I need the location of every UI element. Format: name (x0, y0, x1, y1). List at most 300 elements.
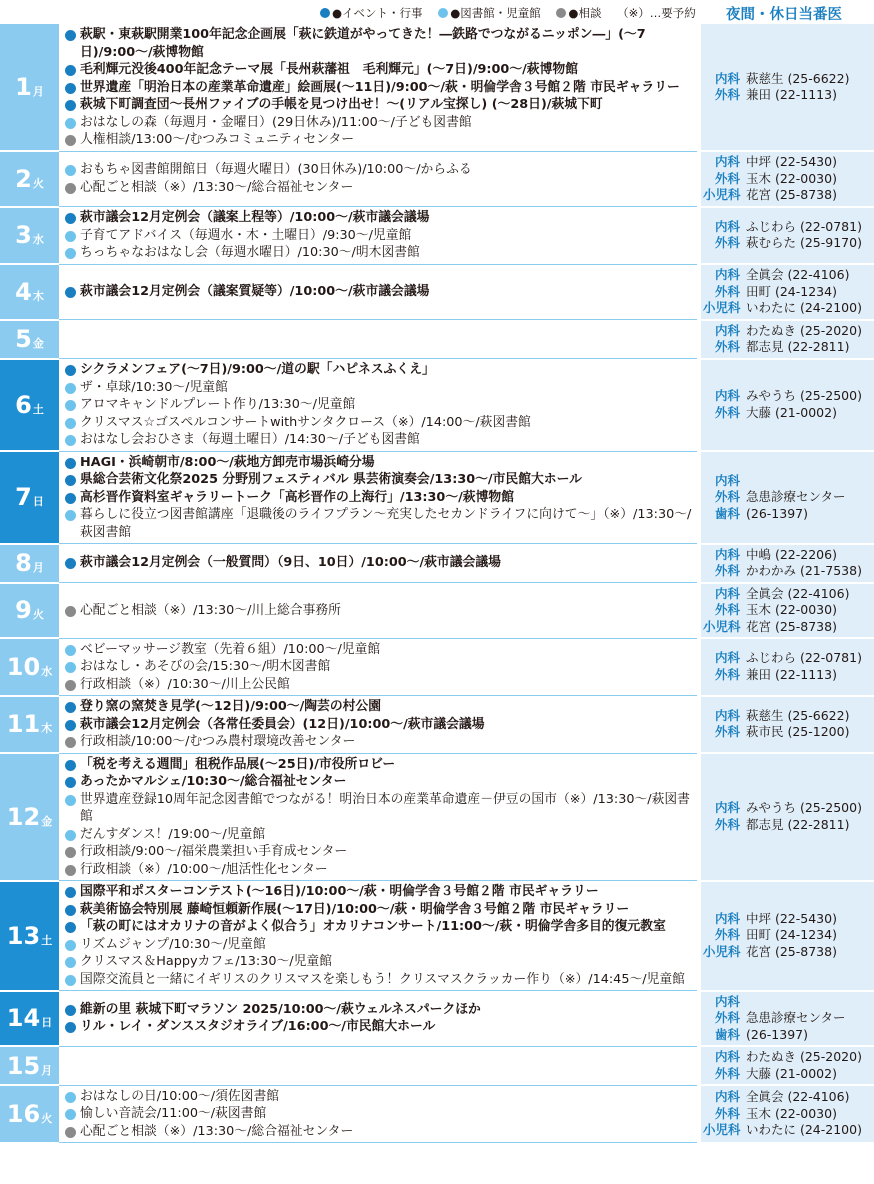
day-row (0, 881, 874, 991)
doctor-dept: 外科 (714, 170, 740, 186)
event-dot-icon (65, 458, 76, 469)
day-events (59, 359, 697, 452)
library-dot-icon (65, 435, 76, 446)
doctor-clinic: いわたに (24-2100) (746, 300, 862, 315)
doctor-dept: 内科 (714, 650, 740, 666)
day-doctors (701, 24, 874, 151)
event-dot-icon (65, 922, 76, 933)
event-text: 世界遺産登録10周年記念図書館でつながる！明治日本の産業革命遺産－伊豆の国市（※）/13:30～/萩図書館 (80, 791, 690, 824)
event-item (65, 244, 697, 262)
day-doctors (701, 696, 874, 754)
event-dot-icon (65, 887, 76, 898)
doctor-dept: 内科 (714, 993, 740, 1009)
day-events (59, 638, 697, 696)
doctor-clinic: ふじわら (22-0781) (746, 650, 862, 666)
event-dot-icon (65, 100, 76, 111)
event-dot-icon (65, 365, 76, 376)
doctor-clinic: 大藤 (21-0002) (746, 404, 837, 420)
day-date (0, 544, 59, 583)
doctor-row (703, 219, 874, 236)
doctor-dept: 内科 (714, 472, 740, 488)
day-weekday: 日 (32, 495, 44, 509)
doctor-clinic: 田町 (24-1234) (746, 283, 837, 299)
event-item (65, 1105, 697, 1123)
event-text: クリスマス＆Happyカフェ/13:30～/児童館 (80, 954, 332, 969)
event-item (65, 843, 697, 861)
doctor-dept: 内科 (714, 154, 740, 169)
doctor-dept: 小児科 (703, 943, 741, 959)
doctor-row (703, 911, 874, 928)
day-row (0, 638, 874, 696)
day-row (0, 544, 874, 583)
doctor-dept: 内科 (714, 910, 740, 926)
legend-event (320, 6, 423, 20)
doctor-dept: 内科 (714, 1089, 740, 1104)
event-item (65, 283, 697, 301)
day-doctors (701, 1046, 874, 1085)
day-events (59, 451, 697, 544)
doctor-row (703, 563, 874, 580)
doctor-row (703, 154, 874, 171)
event-dot-icon (65, 83, 76, 94)
event-item (65, 161, 697, 179)
day-date (0, 1046, 59, 1085)
doctor-row (703, 927, 874, 944)
doctor-row (703, 1049, 874, 1066)
doctor-dept: 内科 (714, 218, 740, 234)
event-dot-icon (65, 30, 76, 41)
doctor-row (703, 708, 874, 725)
event-item (65, 936, 697, 954)
doctor-dept: 外科 (714, 1065, 740, 1081)
doctor-row (703, 994, 874, 1011)
event-text: おはなしの森（毎週月・金曜日）(29日休み)/11:00～/子ども図書館 (80, 114, 472, 130)
day-date (0, 991, 59, 1047)
doctor-dept: 内科 (714, 585, 740, 601)
event-text: 子育てアドバイス（毎週水・木・土曜日）/9:30～/児童館 (80, 227, 412, 243)
doctor-clinic: 中坪 (22-5430) (746, 154, 837, 169)
doctor-row (703, 323, 874, 340)
event-item (65, 971, 697, 989)
consult-dot-icon (65, 183, 76, 194)
day-number: 7 (15, 483, 32, 512)
doctor-clinic: 全眞会 (22-4106) (746, 585, 850, 601)
doctor-dept: 外科 (714, 235, 740, 251)
doctor-row (703, 267, 874, 284)
day-weekday: 水 (32, 233, 44, 247)
event-text: クリスマス☆ゴスペルコンサートwithサンタクロース（※）/14:00～/萩図書館 (80, 414, 531, 430)
event-text: あったかマルシェ/10:30～/総合福祉センター (80, 774, 347, 789)
event-item (65, 179, 697, 197)
day-date (0, 696, 59, 754)
event-text: HAGI・浜崎朝市/8:00～/萩地方卸売市場浜崎分場 (80, 454, 375, 470)
event-item (65, 861, 697, 879)
event-text: 行政相談/10:00～/むつみ農村環境改善センター (80, 734, 356, 749)
day-date (0, 1085, 59, 1143)
day-number: 5 (15, 325, 32, 353)
event-item (65, 431, 697, 449)
doctor-dept: 外科 (714, 404, 740, 420)
event-dot-icon (65, 1005, 76, 1016)
event-item (65, 131, 697, 149)
day-date (0, 151, 59, 207)
event-text: 萩駅・東萩駅開業100年記念企画展「萩に鉄道がやってきた！―鉄路でつながるニッポン―」(～7日)/9:00～/萩博物館 (80, 27, 646, 60)
doctor-dept: 小児科 (703, 618, 741, 634)
doctor-row (703, 1027, 874, 1044)
event-text: 愉しい音読会/11:00～/萩図書館 (80, 1106, 267, 1121)
doctor-clinic: 全眞会 (22-4106) (746, 1089, 850, 1104)
day-date (0, 638, 59, 696)
event-item (65, 1001, 697, 1019)
doctor-clinic: 花宮 (25-8738) (746, 187, 837, 202)
library-dot-icon (438, 8, 448, 18)
day-events (59, 320, 697, 359)
doctor-dept: 内科 (714, 800, 740, 816)
doctor-clinic: いわたに (24-2100) (746, 1122, 862, 1137)
doctor-dept: 外科 (714, 666, 740, 682)
event-text: 萩市議会12月定例会（議案質疑等）/10:00～/萩市議会議場 (80, 284, 430, 299)
doctor-row (703, 235, 874, 252)
day-doctors (701, 1085, 874, 1143)
day-row (0, 1046, 874, 1085)
day-events (59, 151, 697, 207)
event-dot-icon (65, 475, 76, 486)
day-doctors (701, 991, 874, 1047)
doctor-clinic: 萩市民 (25-1200) (746, 724, 850, 740)
day-events (59, 696, 697, 754)
day-weekday: 月 (32, 85, 44, 98)
day-number: 10 (6, 652, 41, 681)
day-weekday: 木 (41, 722, 53, 736)
doctor-dept: 内科 (714, 1049, 740, 1064)
event-text: 心配ごと相談（※）/13:30～/総合福祉センター (80, 179, 354, 195)
event-item (65, 1018, 697, 1036)
doctor-dept: 内科 (714, 388, 740, 404)
doctor-dept: 内科 (714, 546, 740, 562)
event-item (65, 733, 697, 751)
event-dot-icon (65, 777, 76, 788)
day-number: 6 (15, 390, 32, 419)
day-row (0, 264, 874, 320)
event-item (65, 209, 697, 227)
event-text: 心配ごと相談（※）/13:30～/川上総合事務所 (80, 602, 341, 618)
event-item (65, 658, 697, 676)
event-text: 国際交流員と一緒にイギリスのクリスマスを楽しもう！クリスマスクラッカー作り（※）/14:45～/児童館 (80, 971, 685, 987)
event-item (65, 361, 697, 379)
doctor-clinic: 急患診療センター (746, 1010, 846, 1025)
day-weekday: 金 (32, 337, 44, 350)
day-row (0, 320, 874, 359)
event-text: 登り窯の窯焚き見学(～12日)/9:00～/陶芸の村公園 (80, 699, 382, 714)
day-number: 9 (15, 596, 32, 625)
consult-dot-icon (65, 606, 76, 617)
doctor-dept: 小児科 (703, 187, 741, 202)
doctor-dept: 歯科 (714, 1026, 740, 1042)
legend-bar (0, 0, 874, 24)
day-row (0, 451, 874, 544)
library-dot-icon (65, 418, 76, 429)
day-weekday: 火 (41, 1111, 53, 1125)
library-dot-icon (65, 400, 76, 411)
event-item (65, 554, 697, 572)
library-dot-icon (65, 975, 76, 986)
doctor-row (703, 800, 874, 817)
doctor-clinic: 大藤 (21-0002) (746, 1065, 837, 1081)
event-dot-icon (65, 702, 76, 713)
event-item (65, 26, 697, 61)
event-item (65, 379, 697, 397)
event-text: リズムジャンプ/10:30～/児童館 (80, 936, 266, 952)
doctor-row (703, 817, 874, 834)
doctor-dept: 外科 (714, 816, 740, 832)
day-number: 16 (6, 1099, 41, 1128)
doctor-clinic: 全眞会 (22-4106) (746, 267, 850, 282)
event-dot-icon (65, 760, 76, 771)
event-text: だんすダンス！/19:00～/児童館 (80, 826, 266, 842)
doctor-row (703, 619, 874, 636)
legend-consult (556, 6, 601, 20)
doctor-clinic: 萩慈生 (25-6622) (746, 70, 850, 86)
day-weekday: 水 (41, 664, 53, 678)
event-text: シクラメンフェア(～7日)/9:00～/道の駅「ハピネスふくえ」 (80, 362, 435, 377)
consult-dot-icon (65, 737, 76, 748)
doctor-row (703, 724, 874, 741)
day-row (0, 991, 874, 1047)
doctor-row (703, 87, 874, 104)
doctor-clinic: 兼田 (22-1113) (746, 666, 837, 682)
event-item (65, 756, 697, 774)
doctor-row (703, 1010, 874, 1027)
doctor-dept: 外科 (714, 563, 740, 578)
doctor-row (703, 339, 874, 356)
event-item (65, 641, 697, 659)
doctor-clinic: 玉木 (22-0030) (746, 1105, 837, 1121)
doctor-dept: 内科 (714, 707, 740, 723)
day-date (0, 264, 59, 320)
event-dot-icon (65, 720, 76, 731)
library-dot-icon (65, 165, 76, 176)
doctor-row (703, 71, 874, 88)
library-dot-icon (65, 662, 76, 673)
day-row (0, 583, 874, 639)
day-row (0, 359, 874, 452)
event-text: 行政相談（※）/10:00～/旭活性化センター (80, 861, 328, 877)
day-doctors (701, 881, 874, 991)
event-text: 毛利輝元没後400年記念テーマ展「長州萩藩祖 毛利輝元」(～7日)/9:00～/萩博物館 (80, 62, 578, 77)
doctor-clinic: ふじわら (22-0781) (746, 218, 862, 234)
doctor-row (703, 586, 874, 603)
library-dot-icon (65, 1092, 76, 1103)
doctor-dept: 内科 (714, 267, 740, 282)
event-dot-icon (65, 1022, 76, 1033)
event-item (65, 676, 697, 694)
doctor-row (703, 187, 874, 204)
doctor-row (703, 547, 874, 564)
doctor-clinic: (26-1397) (746, 505, 808, 521)
consult-dot-icon (65, 865, 76, 876)
day-events (59, 264, 697, 320)
doctor-clinic: 中嶋 (22-2206) (746, 546, 837, 562)
doctor-clinic: 花宮 (25-8738) (746, 943, 837, 959)
event-text: 「税を考える週間」租税作品展(～25日)/市役所ロビー (80, 756, 396, 772)
day-date (0, 451, 59, 544)
day-doctors (701, 583, 874, 639)
doctor-dept: 外科 (714, 724, 740, 740)
event-item (65, 901, 697, 919)
day-row (0, 24, 874, 151)
event-text: おはなし・あそびの会/15:30～/明木図書館 (80, 659, 331, 674)
day-number: 11 (6, 710, 41, 739)
legend-library-label: ●図書館・児童館 (450, 6, 541, 20)
day-row (0, 696, 874, 754)
event-text: 萩美術協会特別展 藤崎恒頼新作展(～17日)/10:00～/萩・明倫学舎３号館２階 市民ギャラリー (80, 901, 630, 917)
legend (320, 5, 696, 21)
doctor-row (703, 1122, 874, 1139)
day-row (0, 753, 874, 881)
event-item (65, 698, 697, 716)
doctor-dept: 外科 (714, 602, 740, 617)
day-row (0, 151, 874, 207)
day-weekday: 木 (32, 289, 44, 303)
doctor-clinic: わたぬき (25-2020) (746, 322, 862, 338)
library-dot-icon (65, 510, 76, 521)
day-events (59, 1085, 697, 1143)
doctor-header: 夜間・休日当番医 (726, 7, 842, 23)
doctor-clinic: 玉木 (22-0030) (746, 602, 837, 617)
day-date (0, 881, 59, 991)
event-item (65, 716, 697, 734)
day-doctors (701, 359, 874, 452)
library-dot-icon (65, 830, 76, 841)
event-text: ザ・卓球/10:30～/児童館 (80, 379, 228, 395)
day-number: 13 (6, 921, 41, 950)
event-item (65, 396, 697, 414)
day-events (59, 207, 697, 265)
event-item (65, 96, 697, 114)
event-text: おはなしの日/10:00～/須佐図書館 (80, 1088, 280, 1104)
event-item (65, 602, 697, 620)
day-weekday: 月 (41, 1063, 53, 1077)
library-dot-icon (65, 957, 76, 968)
doctor-dept: 外科 (714, 339, 740, 354)
library-dot-icon (65, 940, 76, 951)
doctor-row (703, 944, 874, 961)
legend-event-label: ●イベント・行事 (332, 6, 423, 20)
event-item (65, 1123, 697, 1141)
day-number: 4 (15, 277, 32, 306)
event-item (65, 773, 697, 791)
doctor-row (703, 300, 874, 317)
event-item (65, 454, 697, 472)
event-dot-icon (65, 65, 76, 76)
doctor-row (703, 1089, 874, 1106)
day-date (0, 753, 59, 881)
event-text: 「萩の町にはオカリナの音がよく似合う」オカリナコンサート/11:00～/萩・明倫学舎多目的復元教室 (80, 919, 666, 934)
day-weekday: 火 (32, 608, 44, 622)
legend-consult-label: ●相談 (568, 6, 602, 20)
day-number: 2 (15, 164, 32, 193)
day-events (59, 753, 697, 881)
day-weekday: 月 (32, 561, 44, 574)
doctor-row (703, 171, 874, 188)
day-events (59, 583, 697, 639)
day-weekday: 土 (41, 933, 53, 947)
doctor-row (703, 388, 874, 405)
event-dot-icon (320, 8, 330, 18)
doctor-clinic: 萩むらた (25-9170) (746, 235, 862, 251)
event-dot-icon (65, 213, 76, 224)
event-text: おもちゃ図書館開館日（毎週火曜日）(30日休み)/10:00～/からふる (80, 162, 472, 178)
doctor-dept: 外科 (714, 927, 740, 943)
event-text: 国際平和ポスターコンテスト(～16日)/10:00～/萩・明倫学舎３号館２階 市民ギャラリー (80, 884, 599, 899)
doctor-row (703, 284, 874, 301)
doctor-dept: 小児科 (703, 1122, 741, 1137)
event-item (65, 79, 697, 97)
day-date (0, 207, 59, 265)
day-weekday: 金 (41, 814, 53, 828)
event-text: ベビーマッサージ教室（先着６組）/10:00～/児童館 (80, 641, 381, 657)
doctor-clinic: 急患診療センター (746, 489, 846, 504)
library-dot-icon (65, 231, 76, 242)
calendar-table (0, 24, 874, 1144)
doctor-dept: 外科 (714, 489, 740, 504)
library-dot-icon (65, 383, 76, 394)
event-item (65, 918, 697, 936)
event-text: 行政相談（※）/10:30～/川上公民館 (80, 676, 290, 692)
event-text: おはなし会おひさま（毎週土曜日）/14:30～/子ども図書館 (80, 432, 420, 447)
day-number: 3 (15, 221, 32, 250)
doctor-row (703, 667, 874, 684)
day-weekday: 土 (32, 402, 44, 416)
doctor-clinic: 玉木 (22-0030) (746, 170, 837, 186)
event-item (65, 826, 697, 844)
day-number: 1 (15, 73, 32, 101)
day-number: 15 (6, 1051, 41, 1080)
event-text: 維新の里 萩城下町マラソン 2025/10:00～/萩ウェルネスパークほか (80, 1001, 481, 1017)
event-text: 県総合芸術文化祭2025 分野別フェスティバル 県芸術演奏会/13:30～/市民館大ホール (80, 472, 582, 487)
event-text: 心配ごと相談（※）/13:30～/総合福祉センター (80, 1123, 354, 1139)
legend-note: （※）…要予約 (617, 6, 696, 20)
doctor-row (703, 1066, 874, 1083)
consult-dot-icon (65, 1127, 76, 1138)
doctor-clinic: 都志見 (22-2811) (746, 816, 850, 832)
day-doctors (701, 753, 874, 881)
day-number: 8 (15, 549, 32, 577)
doctor-dept: 外科 (714, 87, 740, 102)
doctor-dept: 外科 (714, 283, 740, 299)
doctor-clinic: 都志見 (22-2811) (746, 339, 850, 354)
event-item (65, 61, 697, 79)
event-dot-icon (65, 905, 76, 916)
doctor-clinic: みやうち (25-2500) (746, 800, 862, 816)
doctor-row (703, 405, 874, 422)
event-text: 高杉晋作資料室ギャラリートーク「高杉晋作の上海行」/13:30～/萩博物館 (80, 489, 514, 505)
day-number: 12 (6, 802, 41, 831)
library-dot-icon (65, 795, 76, 806)
event-item (65, 1088, 697, 1106)
consult-dot-icon (556, 8, 566, 18)
day-events (59, 991, 697, 1047)
library-dot-icon (65, 645, 76, 656)
doctor-clinic: 花宮 (25-8738) (746, 618, 837, 634)
doctor-clinic: 中坪 (22-5430) (746, 910, 837, 926)
doctor-clinic: 萩慈生 (25-6622) (746, 707, 850, 723)
doctor-dept: 外科 (714, 1010, 740, 1025)
doctor-clinic: みやうち (25-2500) (746, 388, 862, 404)
day-weekday: 火 (32, 176, 44, 190)
day-events (59, 544, 697, 583)
event-item (65, 489, 697, 507)
